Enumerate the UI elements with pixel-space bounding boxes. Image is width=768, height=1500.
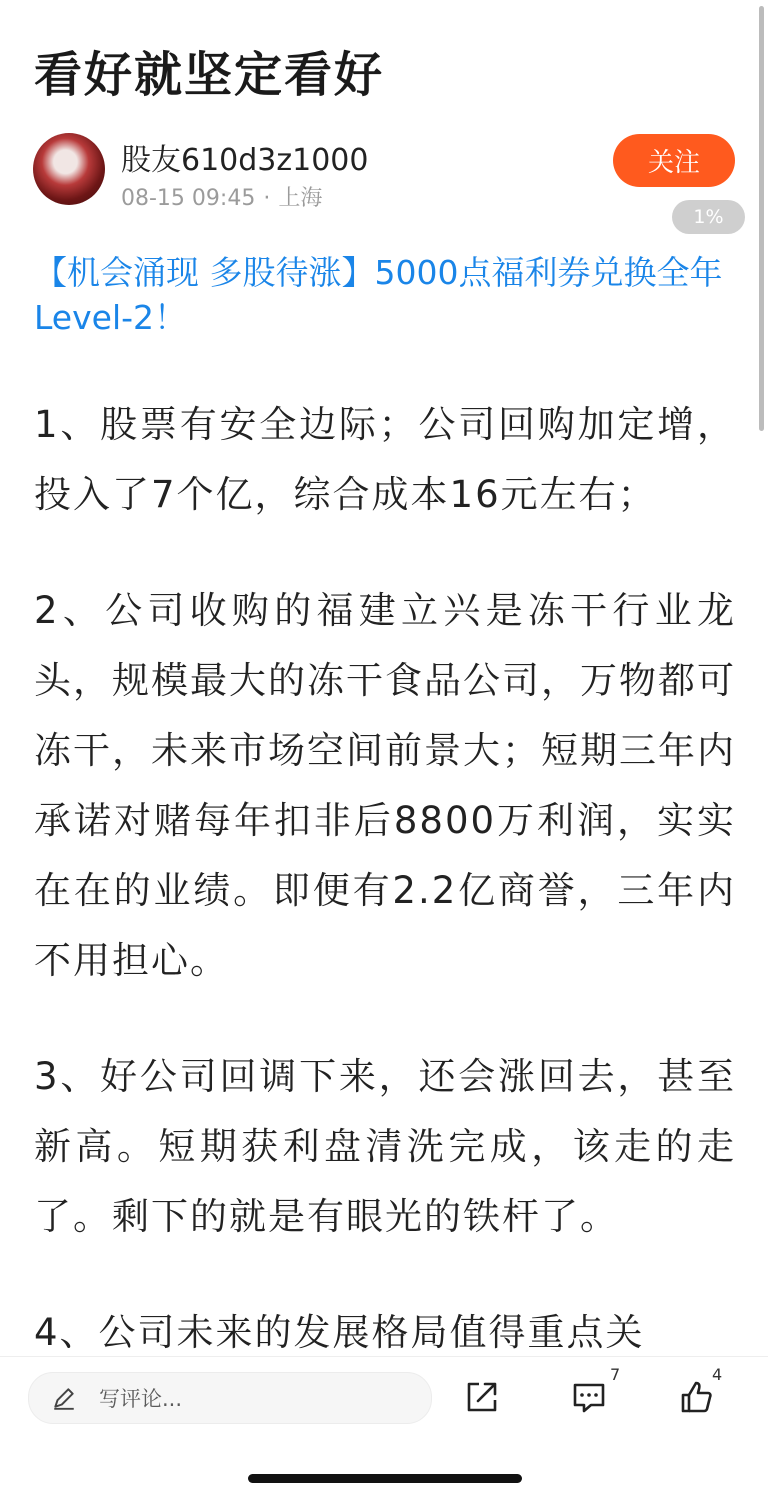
scrollbar[interactable] xyxy=(759,6,764,431)
avatar[interactable] xyxy=(33,133,105,205)
share-icon[interactable] xyxy=(464,1379,500,1415)
paragraph-1: 1、股票有安全边际；公司回购加定增，投入了7个亿，综合成本16元左右； xyxy=(34,403,736,516)
post-time: 08-15 09:45 xyxy=(121,186,256,211)
article-body xyxy=(34,390,736,1414)
post-meta xyxy=(121,181,322,212)
meta-separator: · xyxy=(263,186,271,211)
comment-icon[interactable] xyxy=(571,1379,607,1415)
bottom-action-bar xyxy=(0,1356,768,1500)
like-count: 4 xyxy=(712,1365,723,1384)
comment-input[interactable] xyxy=(28,1372,432,1424)
paragraph-3: 3、好公司回调下来，还会涨回去，甚至新高。短期获利盘清洗完成，该走的走了。剩下的就是有眼光的铁杆了。 xyxy=(34,1055,736,1238)
paragraph-4: 4、公司未来的发展格局值得重点关 xyxy=(34,1311,645,1354)
thumbs-up-icon[interactable] xyxy=(679,1379,715,1415)
comment-placeholder: 写评论... xyxy=(99,1387,183,1411)
comment-count: 7 xyxy=(610,1365,621,1384)
promo-link[interactable]: 【机会涌现 多股待涨】5000点福利券兑换全年Level-2！ xyxy=(34,253,723,337)
home-indicator[interactable] xyxy=(248,1474,522,1483)
paragraph-2: 2、公司收购的福建立兴是冻干行业龙头，规模最大的冻干食品公司，万物都可冻干，未来市场空间前景大；短期三年内承诺对赌每年扣非后8800万利润，实实在在的业绩。即便有2.2亿商誉，三年内不用担心。 xyxy=(34,589,736,982)
pen-icon xyxy=(51,1385,77,1411)
follow-button[interactable]: 关注 xyxy=(613,134,735,187)
author-name[interactable]: 股友610d3z1000 xyxy=(121,143,369,178)
post-location: 上海 xyxy=(278,186,323,211)
read-progress-badge: 1% xyxy=(672,200,745,234)
page-title: 看好就坚定看好 xyxy=(34,47,385,103)
